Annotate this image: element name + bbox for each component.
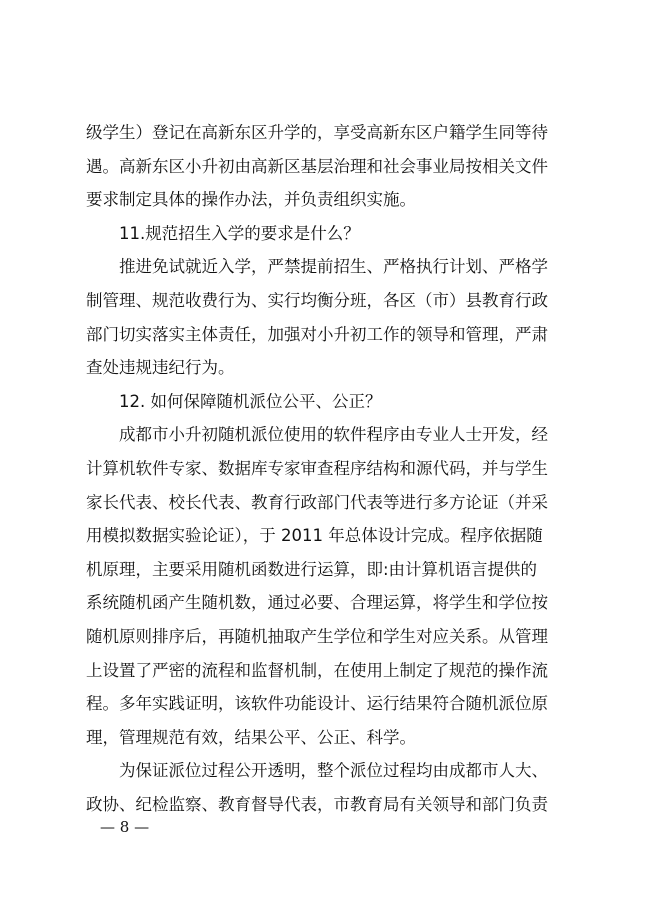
text-line: 遇。高新东区小升初由高新区基层治理和社会事业局按相关文件: [86, 156, 548, 176]
text-line: 机原理，主要采用随机函数进行运算，即:由计算机语言提供的: [86, 559, 538, 579]
text-line: 推进免试就近入学，严禁提前招生、严格执行计划、严格学: [119, 257, 548, 277]
text-line: 查处违规违纪行为。: [86, 358, 235, 378]
text-line: 制管理、规范收费行为、实行均衡分班，各区（市）县教育行政: [86, 290, 548, 310]
text-line: 部门切实落实主体责任，加强对小升初工作的领导和管理，严肃: [86, 324, 548, 344]
question-heading-12: 12. 如何保障随机派位公平、公正？: [119, 391, 382, 411]
text-line: 程。多年实践证明，该软件功能设计、运行结果符合随机派位原: [86, 694, 548, 714]
question-heading-11: 11.规范招生入学的要求是什么？: [119, 223, 360, 243]
document-body: [86, 116, 576, 821]
page-number: — 8 —: [100, 818, 150, 836]
text-line: 理，管理规范有效，结果公平、公正、科学。: [86, 727, 416, 747]
text-line: 用模拟数据实验论证），于 2011 年总体设计完成。程序依据随: [86, 526, 543, 546]
text-line: 系统随机函产生随机数，通过必要、合理运算，将学生和学位按: [86, 593, 548, 613]
text-line: 为保证派位过程公开透明，整个派位过程均由成都市人大、: [119, 761, 548, 781]
text-line: 政协、纪检监察、教育督导代表，市教育局有关领导和部门负责: [86, 794, 548, 814]
text-line: 要求制定具体的操作办法，并负责组织实施。: [86, 190, 416, 210]
text-line: 级学生）登记在高新东区升学的，享受高新东区户籍学生同等待: [86, 123, 548, 142]
text-line: 成都市小升初随机派位使用的软件程序由专业人士开发，经: [119, 425, 548, 445]
text-line: 计算机软件专家、数据库专家审查程序结构和源代码，并与学生: [86, 458, 548, 478]
text-line: 家长代表、校长代表、教育行政部门代表等进行多方论证（并采: [86, 492, 548, 512]
text-line: 上设置了严密的流程和监督机制，在使用上制定了规范的操作流: [86, 660, 548, 680]
text-line: 随机原则排序后，再随机抽取产生学位和学生对应关系。从管理: [86, 626, 548, 646]
